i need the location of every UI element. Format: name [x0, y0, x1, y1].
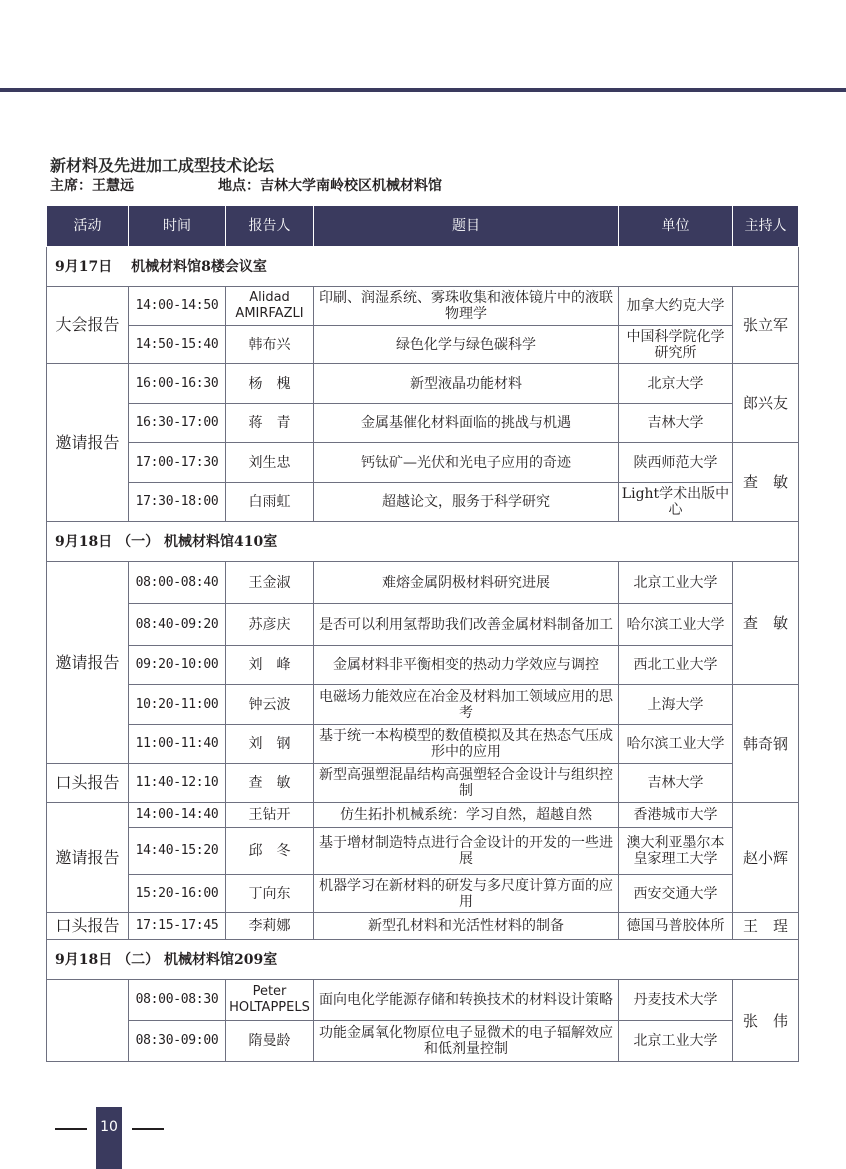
- topic-cell: 电磁场力能效应在冶金及材料加工领域应用的思考: [314, 685, 619, 725]
- speaker-cell: 邱 冬: [226, 828, 314, 875]
- schedule-table: [46, 205, 799, 1062]
- page-number: 10: [100, 1119, 118, 1135]
- activity-cell: 口头报告: [47, 913, 129, 940]
- speaker-cell: 韩布兴: [226, 326, 314, 364]
- time-cell: 08:00-08:30: [129, 980, 226, 1021]
- topic-cell: 面向电化学能源存储和转换技术的材料设计策略: [314, 980, 619, 1021]
- time-cell: 08:40-09:20: [129, 604, 226, 646]
- time-cell: 14:00-14:40: [129, 803, 226, 828]
- time-cell: 17:00-17:30: [129, 443, 226, 483]
- unit-cell: 西北工业大学: [619, 646, 733, 685]
- time-cell: 16:00-16:30: [129, 364, 226, 404]
- topic-cell: 印刷、润湿系统、雾珠收集和液体镜片中的液联物理学: [314, 287, 619, 326]
- page-number-box: [96, 1107, 122, 1169]
- unit-cell: 澳大利亚墨尔本皇家理工大学: [619, 828, 733, 875]
- header-time: 时间: [129, 206, 226, 247]
- topic-cell: 基于增材制造特点进行合金设计的开发的一些进展: [314, 828, 619, 875]
- speaker-cell: 王金淑: [226, 562, 314, 604]
- time-cell: 11:00-11:40: [129, 725, 226, 764]
- header-topic: 题目: [314, 206, 619, 247]
- table-row: [47, 980, 799, 1021]
- footer-rule-right: [132, 1128, 164, 1130]
- topic-cell: 仿生拓扑机械系统：学习自然，超越自然: [314, 803, 619, 828]
- day-row: [47, 247, 799, 287]
- header-host: 主持人: [733, 206, 799, 247]
- topic-cell: 基于统一本构模型的数值模拟及其在热态气压成形中的应用: [314, 725, 619, 764]
- speaker-cell: 杨 槐: [226, 364, 314, 404]
- forum-title: 新材料及先进加工成型技术论坛: [50, 156, 275, 175]
- activity-cell: 邀请报告: [47, 364, 129, 522]
- unit-cell: 加拿大约克大学: [619, 287, 733, 326]
- speaker-cell: 蒋 青: [226, 404, 314, 443]
- time-cell: 09:20-10:00: [129, 646, 226, 685]
- unit-cell: 西安交通大学: [619, 875, 733, 913]
- topic-cell: 新型孔材料和光活性材料的制备: [314, 913, 619, 940]
- unit-cell: 吉林大学: [619, 764, 733, 803]
- unit-cell: 德国马普胶体所: [619, 913, 733, 940]
- speaker-cell: 白雨虹: [226, 483, 314, 522]
- host-cell: 张立军: [733, 287, 799, 364]
- unit-cell: 北京工业大学: [619, 562, 733, 604]
- speaker-cell: 刘生忠: [226, 443, 314, 483]
- time-cell: 08:00-08:40: [129, 562, 226, 604]
- forum-location: 地点：吉林大学南岭校区机械材料馆: [218, 178, 442, 194]
- time-cell: 15:20-16:00: [129, 875, 226, 913]
- time-cell: 14:40-15:20: [129, 828, 226, 875]
- unit-cell: 丹麦技术大学: [619, 980, 733, 1021]
- table-row: [47, 875, 799, 913]
- table-row: [47, 1021, 799, 1062]
- host-cell: 查 敏: [733, 562, 799, 685]
- speaker-cell: 李莉娜: [226, 913, 314, 940]
- speaker-cell: 刘 钢: [226, 725, 314, 764]
- time-cell: 14:00-14:50: [129, 287, 226, 326]
- table-row: [47, 646, 799, 685]
- time-cell: 08:30-09:00: [129, 1021, 226, 1062]
- table-row: [47, 562, 799, 604]
- speaker-cell: 刘 峰: [226, 646, 314, 685]
- unit-cell: 吉林大学: [619, 404, 733, 443]
- time-cell: 14:50-15:40: [129, 326, 226, 364]
- topic-cell: 金属材料非平衡相变的热动力学效应与调控: [314, 646, 619, 685]
- speaker-cell: 钟云波: [226, 685, 314, 725]
- table-row: [47, 764, 799, 803]
- topic-cell: 功能金属氧化物原位电子显微术的电子辐解效应和低剂量控制: [314, 1021, 619, 1062]
- time-cell: 11:40-12:10: [129, 764, 226, 803]
- forum-chair: 主席：王慧远: [50, 178, 134, 194]
- host-cell: 赵小辉: [733, 803, 799, 913]
- activity-cell: 口头报告: [47, 764, 129, 803]
- topic-cell: 是否可以利用氢帮助我们改善金属材料制备加工: [314, 604, 619, 646]
- day-row: [47, 522, 799, 562]
- activity-cell: 邀请报告: [47, 803, 129, 913]
- unit-cell: 香港城市大学: [619, 803, 733, 828]
- unit-cell: 北京工业大学: [619, 1021, 733, 1062]
- topic-cell: 机器学习在新材料的研发与多尺度计算方面的应用: [314, 875, 619, 913]
- host-cell: 韩奇钢: [733, 685, 799, 803]
- time-cell: 16:30-17:00: [129, 404, 226, 443]
- time-cell: 10:20-11:00: [129, 685, 226, 725]
- speaker-cell: Alidad AMIRFAZLI: [226, 287, 314, 326]
- host-cell: 张 伟: [733, 980, 799, 1062]
- speaker-cell: Peter HOLTAPPELS: [226, 980, 314, 1021]
- table-row: [47, 803, 799, 828]
- day-row: [47, 940, 799, 980]
- activity-cell: 邀请报告: [47, 562, 129, 764]
- table-row: [47, 287, 799, 326]
- time-cell: 17:15-17:45: [129, 913, 226, 940]
- topic-cell: 新型液晶功能材料: [314, 364, 619, 404]
- speaker-cell: 隋曼龄: [226, 1021, 314, 1062]
- header-unit: 单位: [619, 206, 733, 247]
- unit-cell: 北京大学: [619, 364, 733, 404]
- unit-cell: 上海大学: [619, 685, 733, 725]
- table-row: [47, 725, 799, 764]
- unit-cell: 哈尔滨工业大学: [619, 725, 733, 764]
- day-label: 9月17日 机械材料馆8楼会议室: [47, 247, 799, 287]
- time-cell: 17:30-18:00: [129, 483, 226, 522]
- table-row: [47, 326, 799, 364]
- header-speaker: 报告人: [226, 206, 314, 247]
- footer-rule-left: [55, 1128, 87, 1130]
- speaker-cell: 王钻开: [226, 803, 314, 828]
- host-cell: 王 珵: [733, 913, 799, 940]
- topic-cell: 超越论文，服务于科学研究: [314, 483, 619, 522]
- header-activity: 活动: [47, 206, 129, 247]
- table-row: [47, 913, 799, 940]
- topic-cell: 钙钛矿—光伏和光电子应用的奇迹: [314, 443, 619, 483]
- speaker-cell: 丁向东: [226, 875, 314, 913]
- day-label: 9月18日 （一） 机械材料馆410室: [47, 522, 799, 562]
- unit-cell: 哈尔滨工业大学: [619, 604, 733, 646]
- topic-cell: 新型高强塑混晶结构高强塑轻合金设计与组织控制: [314, 764, 619, 803]
- top-rule: [0, 88, 846, 92]
- table-row: [47, 443, 799, 483]
- table-row: [47, 685, 799, 725]
- unit-cell: Light学术出版中心: [619, 483, 733, 522]
- table-row: [47, 483, 799, 522]
- host-cell: 郎兴友: [733, 364, 799, 443]
- activity-cell: 大会报告: [47, 287, 129, 364]
- activity-cell: [47, 980, 129, 1062]
- table-row: [47, 404, 799, 443]
- day-label: 9月18日 （二） 机械材料馆209室: [47, 940, 799, 980]
- host-cell: 查 敏: [733, 443, 799, 522]
- speaker-cell: 苏彦庆: [226, 604, 314, 646]
- topic-cell: 金属基催化材料面临的挑战与机遇: [314, 404, 619, 443]
- topic-cell: 难熔金属阴极材料研究进展: [314, 562, 619, 604]
- header-row: [47, 206, 799, 247]
- unit-cell: 陕西师范大学: [619, 443, 733, 483]
- table-row: [47, 364, 799, 404]
- unit-cell: 中国科学院化学研究所: [619, 326, 733, 364]
- table-row: [47, 604, 799, 646]
- speaker-cell: 查 敏: [226, 764, 314, 803]
- table-row: [47, 828, 799, 875]
- topic-cell: 绿色化学与绿色碳科学: [314, 326, 619, 364]
